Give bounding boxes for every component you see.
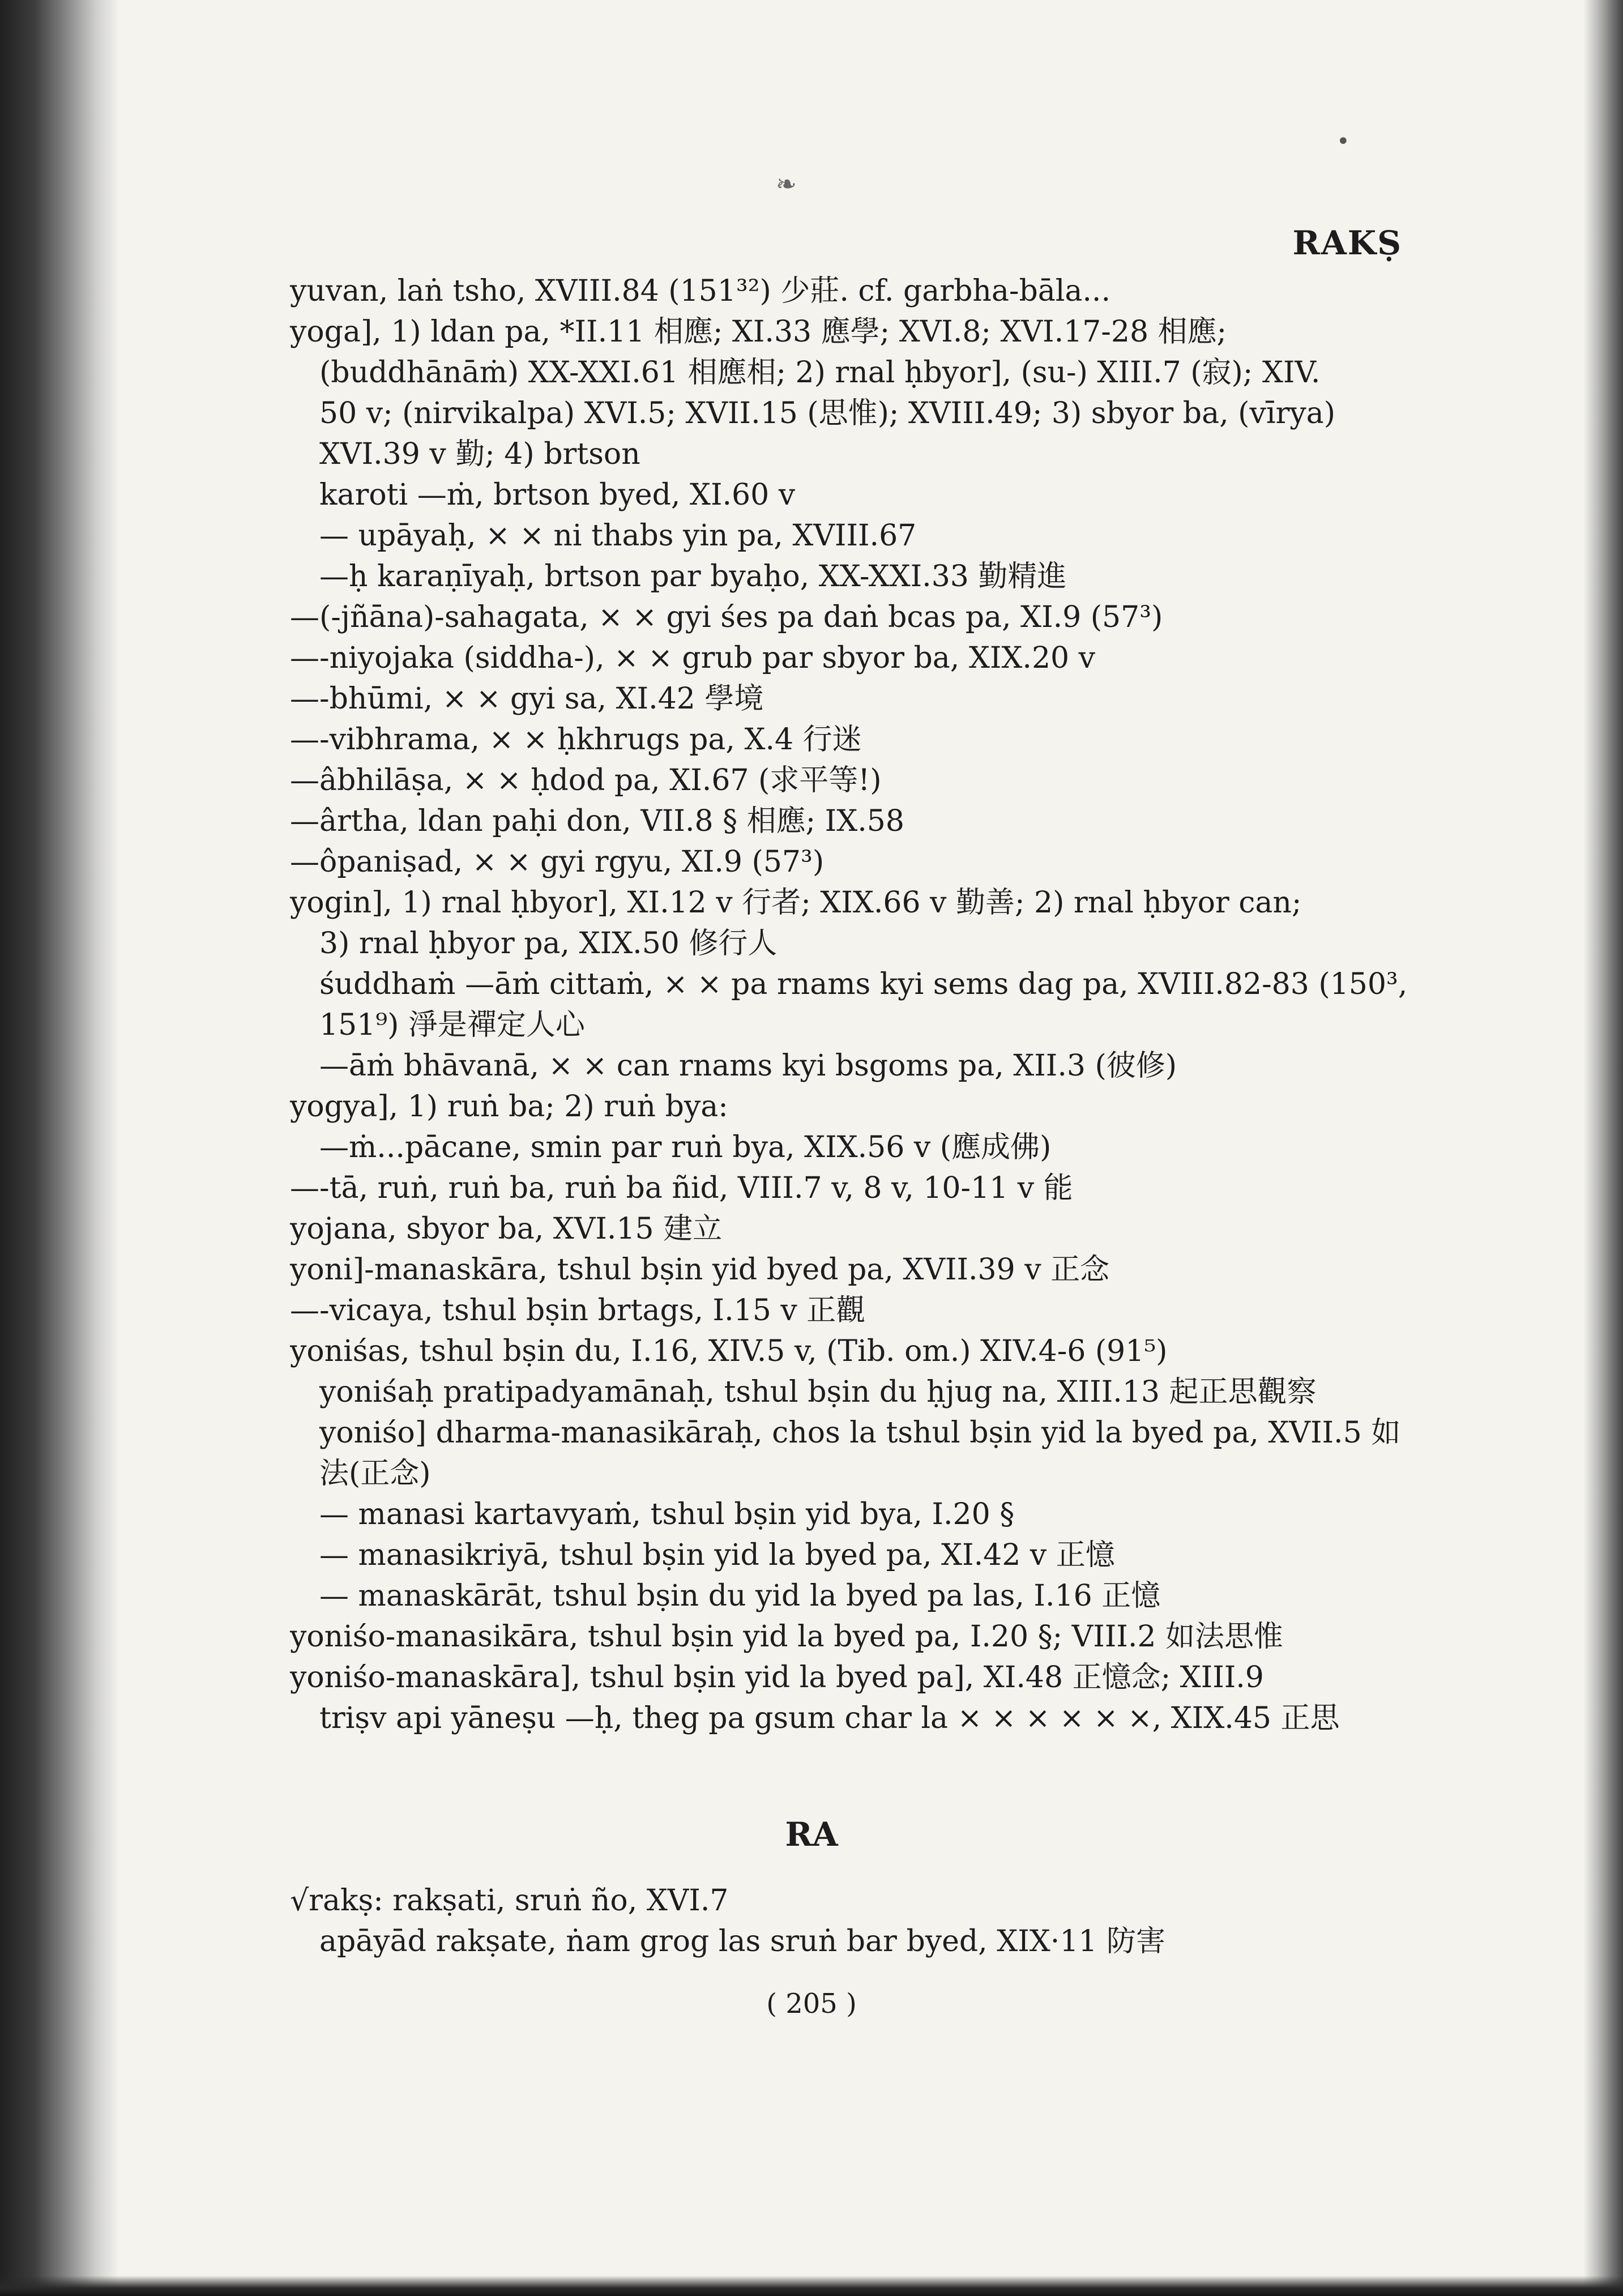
dictionary-entries-ra — [290, 1880, 1423, 1962]
entry-line: —âbhilāṣa, × × ḥdod pa, XI.67 (求平等!) — [290, 763, 882, 797]
entry-line: yojana, sbyor ba, XVI.15 建立 — [290, 1212, 723, 1246]
entry-line: 3) rnal ḥbyor pa, XIX.50 修行人 — [319, 927, 778, 961]
ink-mark: ❧ — [776, 170, 797, 199]
entry-line: —-vibhrama, × × ḥkhrugs pa, X.4 行迷 — [290, 723, 862, 757]
entry-line: —-tā, ruṅ, ruṅ ba, ruṅ ba ñid, VIII.7 v, 8 v, 10-11 v 能 — [290, 1171, 1073, 1205]
section-heading: RA — [785, 1815, 838, 1854]
scan-shadow-right — [1583, 0, 1623, 2296]
entry-line: (buddhānāṁ) XX-XXI.61 相應相; 2) rnal ḥbyor], (su-) XIII.7 (寂); XIV. — [319, 356, 1321, 390]
entry-line: yoniśo] dharma-manasikāraḥ, chos la tshul bṣin yid la byed pa, XVII.5 如 — [319, 1416, 1401, 1450]
entry-line: —āṁ bhāvanā, × × can rnams kyi bsgoms pa, XII.3 (彼修) — [319, 1049, 1177, 1083]
entry-line: —ârtha, ldan paḥi don, VII.8 § 相應; IX.58 — [290, 804, 904, 838]
entry-line: —ôpaniṣad, × × gyi rgyu, XI.9 (57³) — [290, 845, 825, 879]
entry-line: yoniśo-manaskāra], tshul bṣin yid la byed pa], XI.48 正憶念; XIII.9 — [290, 1661, 1264, 1695]
entry-line: XVI.39 v 勤; 4) brtson — [319, 437, 640, 471]
entry-line: apāyād rakṣate, ṅam grog las sruṅ bar byed, XIX·11 防害 — [319, 1924, 1166, 1958]
entry-line: 法(正念) — [319, 1457, 431, 1491]
entry-line: —ḥ karaṇīyaḥ, brtson par byaḥo, XX-XXI.33 勤精進 — [319, 560, 1067, 594]
entry-line: √rakṣ: rakṣati, sruṅ ño, XVI.7 — [290, 1884, 729, 1918]
entry-line: yuvan, laṅ tsho, XVIII.84 (151³²) 少莊. cf. garbha-bāla... — [290, 274, 1111, 308]
running-head: RAKṢ — [1292, 224, 1402, 262]
entry-line: yoniśaḥ pratipadyamānaḥ, tshul bṣin du ḥjug na, XIII.13 起正思觀察 — [319, 1375, 1317, 1409]
entry-line: —(-jñāna)-sahagata, × × gyi śes pa daṅ bcas pa, XI.9 (57³) — [290, 600, 1163, 634]
entry-line: yoga], 1) ldan pa, *II.11 相應; XI.33 應學; XVI.8; XVI.17-28 相應; — [290, 315, 1227, 349]
dictionary-entries — [290, 271, 1423, 1739]
scan-shadow-bottom — [0, 2276, 1623, 2296]
entry-line: 151⁹) 淨是禪定人心 — [319, 1008, 585, 1042]
entry-line: — manasi kartavyaṁ, tshul bṣin yid bya, I.20 § — [319, 1497, 1015, 1531]
entry-line: karoti —ṁ, brtson byed, XI.60 v — [319, 478, 796, 512]
entry-line: — upāyaḥ, × × ni thabs yin pa, XVIII.67 — [319, 519, 917, 553]
entry-line: — manaskārāt, tshul bṣin du yid la byed pa las, I.16 正憶 — [319, 1579, 1161, 1613]
entry-line: 50 v; (nirvikalpa) XVI.5; XVII.15 (思惟); XVIII.49; 3) sbyor ba, (vīrya) — [319, 396, 1335, 430]
entry-line: triṣv api yāneṣu —ḥ, theg pa gsum char la × × × × × ×, XIX.45 正思 — [319, 1701, 1340, 1735]
entry-line: yoniśas, tshul bṣin du, I.16, XIV.5 v, (Tib. om.) XIV.4-6 (91⁵) — [290, 1334, 1168, 1368]
entry-line: śuddhaṁ —āṁ cittaṁ, × × pa rnams kyi sems dag pa, XVIII.82-83 (150³, — [319, 967, 1408, 1001]
entry-line: —-vicaya, tshul bṣin brtags, I.15 v 正觀 — [290, 1294, 866, 1328]
entry-line: —ṁ...pācane, smin par ruṅ bya, XIX.56 v (應成佛) — [319, 1130, 1052, 1164]
entry-line: —-niyojaka (siddha-), × × grub par sbyor ba, XIX.20 v — [290, 641, 1096, 675]
page-number: ( 205 ) — [766, 1988, 857, 2020]
entry-line: yoni]-manaskāra, tshul bṣin yid byed pa, XVII.39 v 正念 — [290, 1253, 1110, 1287]
entry-line: yogin], 1) rnal ḥbyor], XI.12 v 行者; XIX.66 v 勤善; 2) rnal ḥbyor can; — [290, 886, 1302, 920]
entry-line: yogya], 1) ruṅ ba; 2) ruṅ bya: — [290, 1090, 728, 1124]
ink-speck: • — [1336, 129, 1350, 155]
entry-line: — manasikriyā, tshul bṣin yid la byed pa, XI.42 v 正憶 — [319, 1538, 1115, 1572]
scan-shadow-left — [0, 0, 119, 2296]
entry-line: yoniśo-manasikāra, tshul bṣin yid la byed pa, I.20 §; VIII.2 如法思惟 — [290, 1620, 1283, 1654]
entry-line: —-bhūmi, × × gyi sa, XI.42 學境 — [290, 682, 764, 716]
